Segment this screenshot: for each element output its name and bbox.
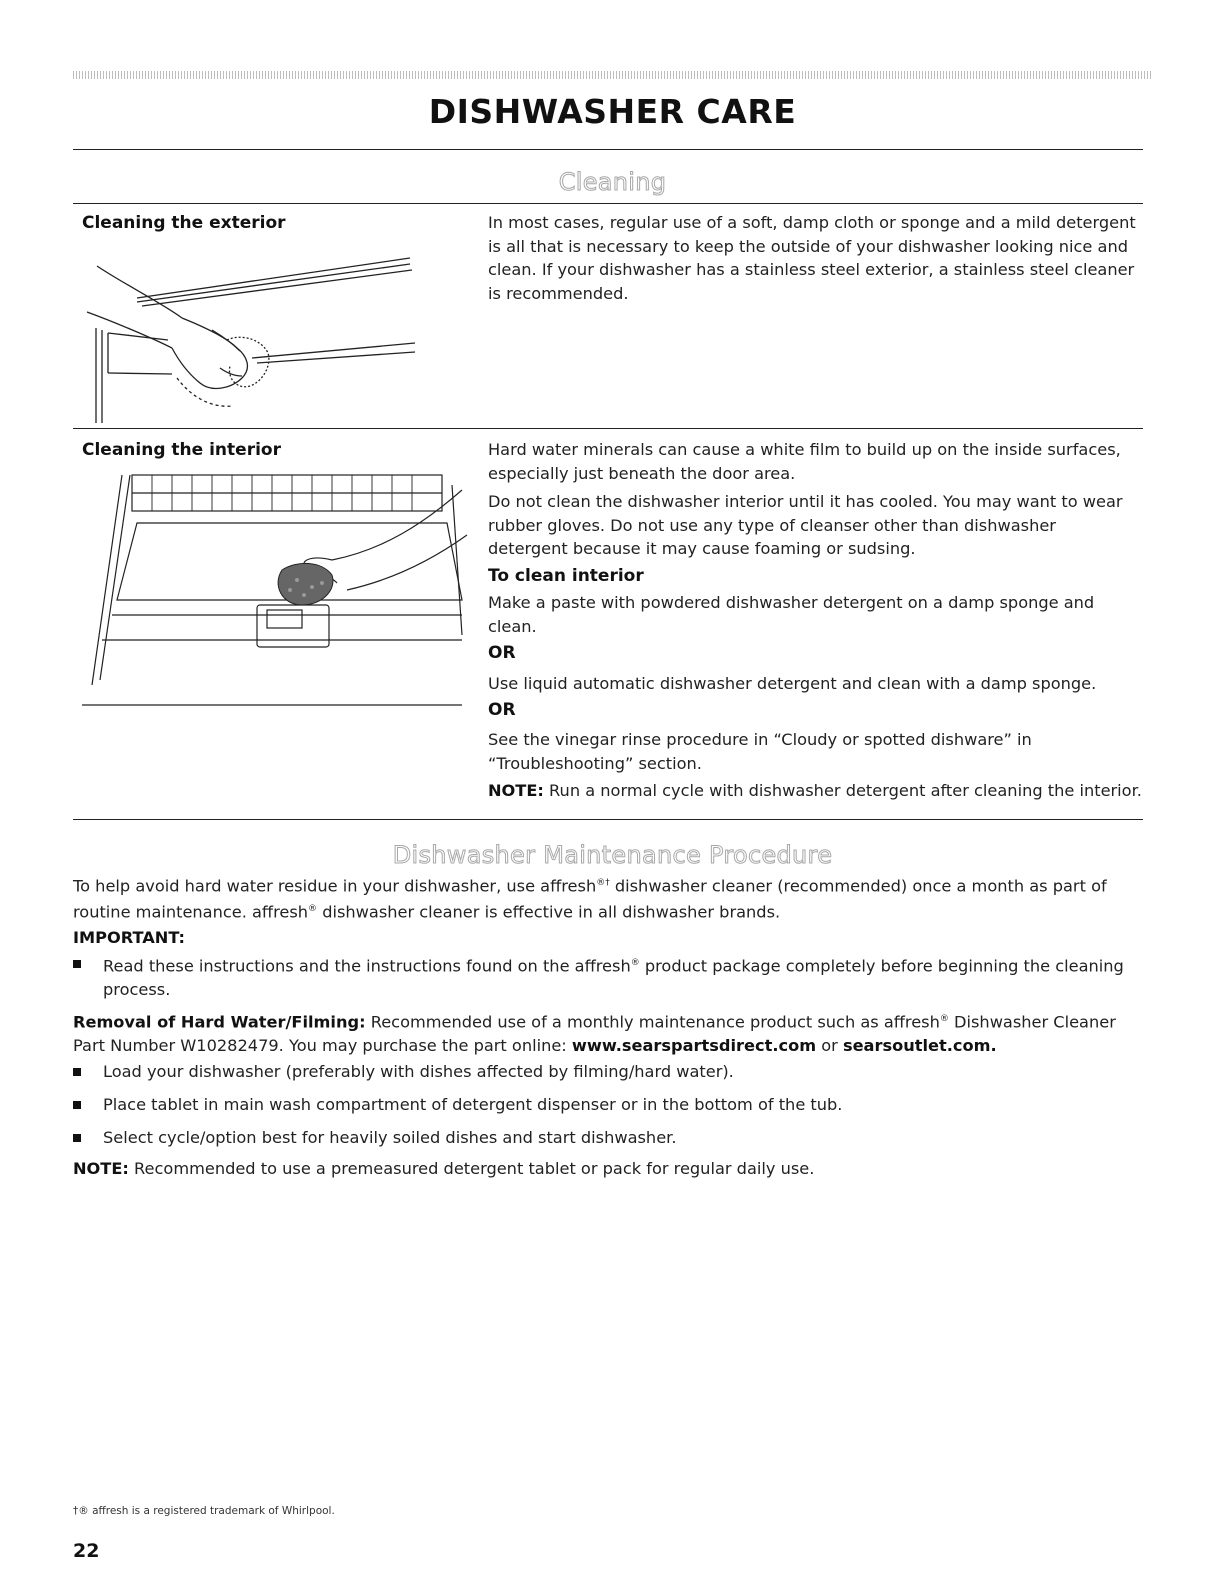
bullet-square-icon [73,1134,81,1142]
maintenance-note [73,1157,1133,1181]
list-item-text: Place tablet in main wash compartment of detergent dispenser or in the bottom of the tub. [103,1095,843,1114]
important-text [103,952,1133,1001]
searspartsdirect-link[interactable]: www.searspartsdirect.com [571,1035,817,1055]
bullet-square-icon [73,960,81,968]
registered-mark: ® [308,903,318,914]
exterior-body: In most cases, regular use of a soft, damp cloth or sponge and a mild detergent is all that is necessary to keep the outside of your dishwasher looking nice and clean. If your dishwasher has a stainless steel exterior, a stainless steel cleaner is recommended. [488,213,1136,303]
cleaning-rule [73,203,1143,204]
or-label-2: OR [488,700,516,720]
title-rule [73,149,1143,150]
or-label-1: OR [488,643,516,663]
removal-text-a: Recommended use of a monthly maintenance product such as affresh [365,1012,940,1032]
registered-mark: ®† [596,878,610,888]
trademark-footnote: †® affresh is a registered trademark of Whirlpool. [73,1505,335,1517]
maintenance-rule [73,819,1143,820]
interior-title: Cleaning the interior [82,440,281,460]
removal-paragraph [73,1008,1133,1057]
list-item-text: Load your dishwasher (preferably with dishes affected by filming/hard water). [103,1062,734,1081]
intro-text-a: To help avoid hard water residue in your dishwasher, use affresh [73,876,597,896]
cleaning-heading: Cleaning [558,168,667,196]
page-number: 22 [73,1540,100,1562]
bullet-square-icon [73,1101,81,1109]
interior-p1: Hard water minerals can cause a white film to build up on the inside surfaces, especially just beneath the door area. [488,440,1121,483]
registered-mark: ® [939,1014,949,1024]
important-label: IMPORTANT: [73,928,185,947]
interior-p2: Do not clean the dishwasher interior until it has cooled. You may want to wear rubber gloves. Do not use any type of cleanser other than dishwasher detergent because it may cause foaming or sudsing. [488,492,1123,558]
note-label: NOTE: [73,1159,129,1178]
removal-label: Removal of Hard Water/Filming: [73,1012,366,1032]
header-band [73,71,1153,79]
cleaning-interior-drawing [82,465,467,715]
exterior-title: Cleaning the exterior [82,213,286,233]
searsoutlet-link[interactable]: searsoutlet.com. [842,1035,997,1055]
interior-p3: Make a paste with powdered dishwasher detergent on a damp sponge and clean. [488,593,1095,636]
maintenance-intro [73,872,1133,924]
interior-note [488,779,1148,803]
note-text: Run a normal cycle with dishwasher detergent after cleaning the interior. [543,781,1142,800]
important-text-a: Read these instructions and the instructions found on the affresh [103,956,631,976]
exterior-illustration [82,248,432,428]
to-clean-interior-title: To clean interior [488,566,644,586]
note-label: NOTE: [488,781,544,800]
exterior-interior-rule [73,428,1143,429]
bullet-square-icon [73,1068,81,1076]
maintenance-heading: Dishwasher Maintenance Procedure [392,841,833,869]
important-text-b: product package completely before beginning the cleaning process. [103,956,1124,999]
intro-text-c: dishwasher cleaner is effective in all dishwasher brands. [317,902,781,922]
note-text: Recommended to use a premeasured detergent tablet or pack for regular daily use. [128,1159,815,1178]
removal-or: or [816,1035,843,1055]
removal-text-b: Dishwasher Cleaner Part Number W10282479. You may purchase the part online: [73,1012,1116,1055]
interior-p5: See the vinegar rinse procedure in “Cloudy or spotted dishware” in “Troubleshooting” section. [488,730,1032,773]
list-item-text: Select cycle/option best for heavily soiled dishes and start dishwasher. [103,1128,677,1147]
interior-p4: Use liquid automatic dishwasher detergent and clean with a damp sponge. [488,674,1097,693]
intro-text-b: dishwasher cleaner (recommended) once a month as part of routine maintenance. affresh [73,876,1107,922]
interior-illustration [82,465,467,715]
registered-mark: ® [630,958,640,968]
page-title: DISHWASHER CARE [428,92,797,131]
cleaning-exterior-drawing [82,248,432,428]
